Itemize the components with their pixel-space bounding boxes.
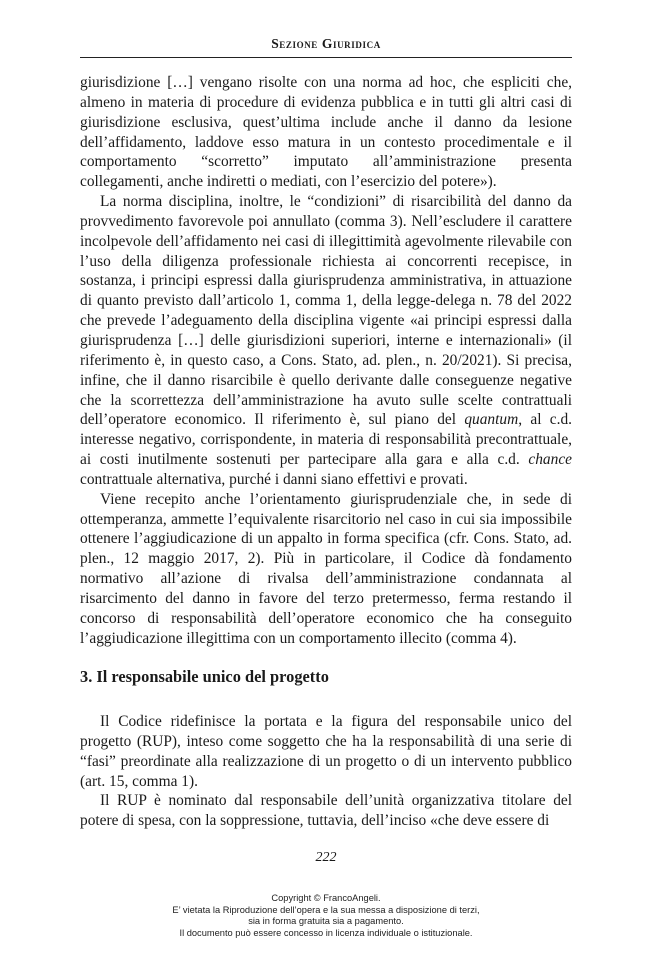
copyright-line: sia in forma gratuita sia a pagamento. [248, 916, 404, 927]
paragraph-text: Viene recepito anche l’orientamento giurisprudenziale che, in sede di ottemperanza, ammette l’equivalente risarcitorio nel caso in cui sia impossibile ottenere l’aggiudicazione di un appalto in forma specifica (cfr. Cons. Stato, ad. plen., 12 maggio 2017, 2). Più in particolare, il Codice dà fondamento normativo all’azione di rivalsa dell’amministrazione condannata al risarcimento del danno in favore del terzo pretermesso, ferma restando il concorso di responsabilità dell’operatore economico che ha conseguito l’aggiudicazione illegittima con un comportamento illecito (comma 4). [80, 490, 572, 647]
section-heading: 3. Il responsabile unico del progetto [80, 667, 329, 686]
copyright-line: E’ vietata la Riproduzione dell’opera e la sua messa a disposizione di terzi, [172, 904, 480, 915]
paragraph-continuation [80, 73, 572, 192]
section-paragraph: Il Codice ridefinisce la portata e la figura del responsabile unico del progetto (RUP), inteso come soggetto che ha la responsabilità di una serie di “fasi” preordinate alla realizzazione di un progetto o di un intervento pubblico (art. 15, comma 1). [80, 713, 572, 790]
paragraph-text: , al c.d. interesse negativo, corrispondente, in materia di responsabilità precontrattuale, ai costi inutilmente sostenuti per partecipare alla gara e alla c.d. [80, 411, 572, 469]
paragraph-conditions [80, 192, 572, 490]
copyright-line: Copyright © FrancoAngeli. [271, 893, 381, 903]
copyright-notice [80, 893, 572, 939]
copyright-line: Il documento può essere concesso in licenza individuale o istituzionale. [179, 927, 473, 938]
paragraph-ottemperanza [80, 490, 572, 649]
page-number: 222 [315, 850, 337, 865]
paragraph-text: La norma disciplina, inoltre, le “condizioni” di risarcibilità del danno da provvedimento favorevole poi annullato (comma 3). Nell’escludere il carattere incolpevole dell’affidamento nei casi di illegittimità agevolmente rilevabile con l’uso della diligenza professionale richiesta ai concorrenti recepisce, in sostanza, i principi espressi dalla giurisprudenza amministrativa, in attuazione di quanto previsto dall’articolo 1, comma 1, della legge-delega n. 78 del 2022 che prevede l’adeguamento della disciplina vigente «ai principi espressi dalla giurisprudenza […] delle giurisdizioni superiori, interne e internazionali» (il riferimento è, in questo caso, a Cons. Stato, ad. plen., n. 20/2021). Si precisa, infine, che il danno risarcibile è quello derivante dalle conseguenze negative che la scorrettezza dell’amministrazione ha avuto sulle scelte contrattuali dell’operatore economico. Il riferimento è, sul piano del [80, 193, 572, 429]
header-rule [80, 57, 572, 58]
paragraph-text: contrattuale alternativa, purché i danni siano effettivi e provati. [80, 470, 468, 488]
section-paragraph: Il RUP è nominato dal responsabile dell’unità organizzativa titolare del potere di spesa, con la soppressione, tuttavia, dell’inciso «che deve essere di [80, 792, 572, 830]
section-body [80, 712, 572, 831]
running-header: Sezione Giuridica [271, 36, 381, 51]
paragraph-text: giurisdizione […] vengano risolte con una norma ad hoc, che espliciti che, almeno in materia di procedure di evidenza pubblica e in tutti gli altri casi di giurisdizione esclusiva, quest’ultima include anche il danno da lesione dell’affidamento, laddove esso matura in un contesto procedimentale e il comportamento “scorretto” imputato all’amministrazione presenta collegamenti, anche indiretti o mediati, con l’esercizio del potere»). [80, 74, 572, 191]
italic-term-chance: chance [528, 451, 572, 469]
main-body [80, 73, 572, 648]
italic-term-quantum: quantum [464, 411, 519, 429]
